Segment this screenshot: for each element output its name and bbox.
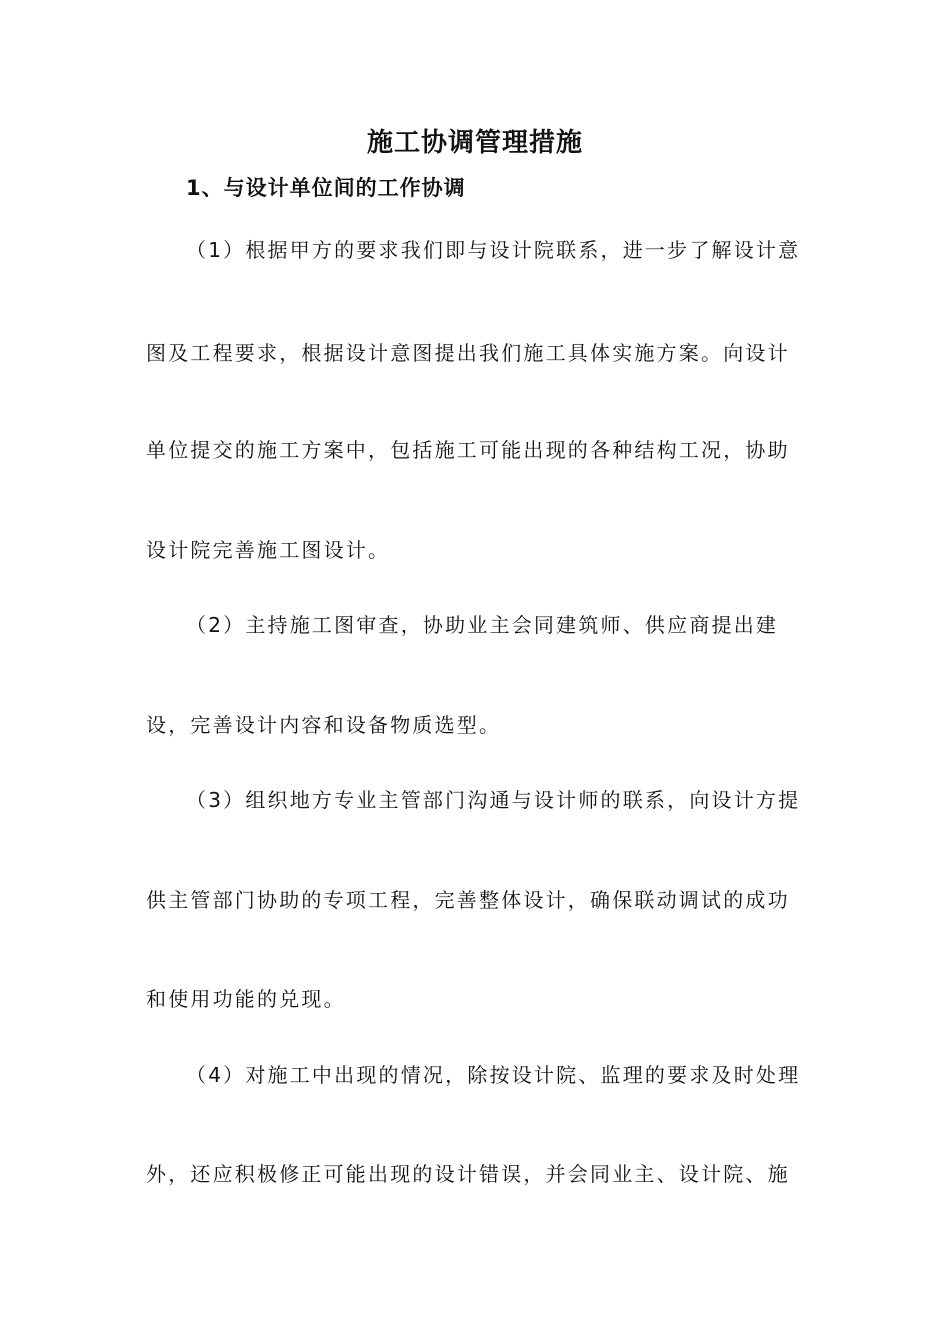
paragraph-1-line-4: 设计院完善施工图设计。 (146, 538, 391, 562)
paragraph-2-line-2: 设，完善设计内容和设备物质选型。 (146, 713, 502, 737)
paragraph-3-line-3: 和使用功能的兑现。 (146, 987, 346, 1011)
paragraph-4-line-1: （4）对施工中出现的情况，除按设计院、监理的要求及时处理 (186, 1063, 801, 1087)
paragraph-2-line-1: （2）主持施工图审查，协助业主会同建筑师、供应商提出建 (186, 613, 779, 637)
paragraph-1-line-1: （1）根据甲方的要求我们即与设计院联系，进一步了解设计意 (186, 238, 801, 262)
paragraph-3-line-1: （3）组织地方专业主管部门沟通与设计师的联系，向设计方提 (186, 788, 801, 812)
paragraph-1-line-2: 图及工程要求，根据设计意图提出我们施工具体实施方案。向设计 (146, 341, 790, 365)
section-heading: 1、与设计单位间的工作协调 (186, 176, 466, 200)
paragraph-1-line-3: 单位提交的施工方案中，包括施工可能出现的各种结构工况，协助 (146, 438, 790, 462)
paragraph-4-line-2: 外，还应积极修正可能出现的设计错误，并会同业主、设计院、施 (146, 1162, 790, 1186)
page-title: 施工协调管理措施 (366, 128, 583, 158)
paragraph-3-line-2: 供主管部门协助的专项工程，完善整体设计，确保联动调试的成功 (146, 888, 790, 912)
